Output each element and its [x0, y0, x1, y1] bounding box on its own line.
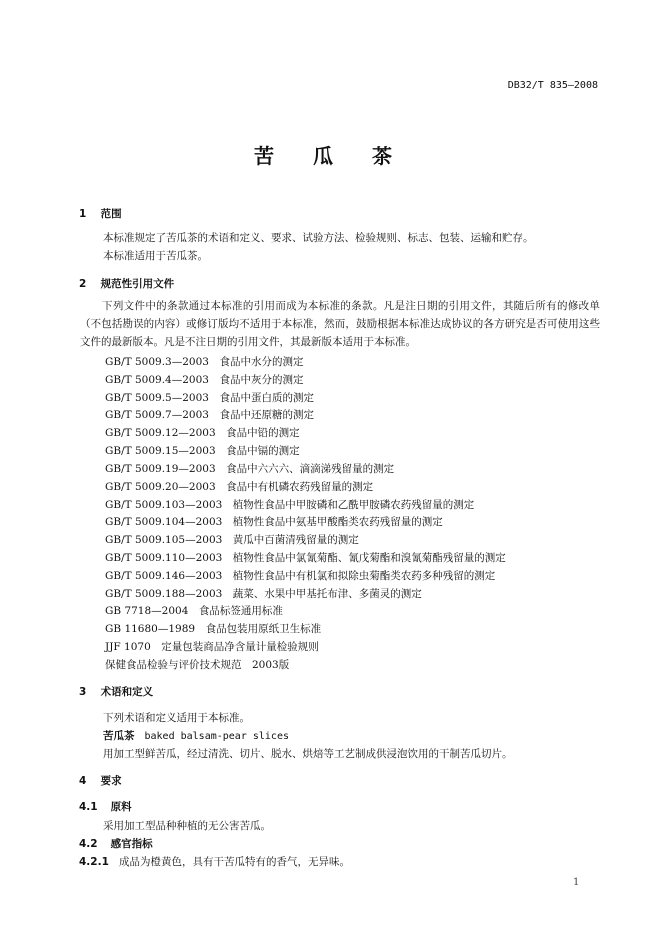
reference-item: GB/T 5009.4—2003 食品中灰分的测定 [105, 374, 304, 386]
reference-item: GB/T 5009.104—2003 植物性食品中氨基甲酸酯类农药残留量的测定 [105, 516, 443, 528]
reference-item: GB/T 5009.146—2003 植物性食品中有机氯和拟除虫菊酯类农药多种残留的测定 [105, 570, 496, 582]
term-entry [103, 728, 289, 743]
reference-item: 保健食品检验与评价技术规范 2003版 [105, 659, 290, 671]
section-number: 3 [79, 686, 87, 698]
reference-item: GB/T 5009.12—2003 食品中铅的测定 [105, 427, 300, 439]
terms-intro: 下列术语和定义适用于本标准。 [103, 712, 250, 724]
subsection-4-1-heading [79, 799, 132, 814]
section-title: 规范性引用文件 [100, 278, 175, 290]
reference-item: GB/T 5009.15—2003 食品中镉的测定 [105, 445, 300, 457]
standard-number: DB32/T 835—2008 [507, 80, 598, 91]
term-english: baked balsam-pear slices [144, 731, 289, 742]
section-title: 术语和定义 [100, 686, 154, 698]
clause-4-2-1 [79, 854, 350, 869]
reference-item: GB 11680—1989 食品包装用原纸卫生标准 [105, 623, 322, 635]
section-title: 范围 [100, 208, 122, 220]
section-2-heading [79, 276, 174, 291]
subsection-number: 4.1 [79, 801, 98, 813]
reference-item: GB/T 5009.7—2003 食品中还原糖的测定 [105, 409, 314, 421]
clause-number: 4.2.1 [79, 856, 109, 868]
section-number: 2 [79, 278, 87, 290]
section-1-heading [79, 206, 122, 221]
scope-paragraph-2: 本标准适用于苦瓜茶。 [103, 250, 208, 262]
page-number: 1 [573, 877, 580, 888]
section-4-heading [79, 773, 122, 788]
reference-item: GB/T 5009.3—2003 食品中水分的测定 [105, 356, 304, 368]
raw-material-text: 采用加工型品种种植的无公害苦瓜。 [103, 820, 271, 832]
reference-item: GB/T 5009.5—2003 食品中蛋白质的测定 [105, 392, 314, 404]
subsection-4-2-heading [79, 836, 153, 851]
term-chinese: 苦瓜茶 [103, 730, 135, 742]
reference-item: GB/T 5009.105—2003 黄瓜中百菌清残留量的测定 [105, 534, 359, 546]
subsection-number: 4.2 [79, 838, 98, 850]
reference-item: GB/T 5009.20—2003 食品中有机磷农药残留量的测定 [105, 481, 374, 493]
document-title: 苦 瓜 茶 [254, 144, 408, 168]
reference-item: GB/T 5009.19—2003 食品中六六六、滴滴涕残留量的测定 [105, 463, 395, 475]
section-number: 4 [79, 775, 87, 787]
reference-item: GB/T 5009.110—2003 植物性食品中氯氰菊酯、氰戊菊酯和溴氰菊酯残留量的测定 [105, 552, 506, 564]
reference-item: GB/T 5009.103—2003 植物性食品中甲胺磷和乙酰甲胺磷农药残留量的测定 [105, 499, 475, 511]
reference-item: GB/T 5009.188—2003 蔬菜、水果中甲基托布津、多菌灵的测定 [105, 588, 422, 600]
subsection-title: 原料 [110, 801, 132, 813]
scope-paragraph-1: 本标准规定了苦瓜茶的术语和定义、要求、试验方法、检验规则、标志、包装、运输和贮存。 [103, 232, 534, 244]
section-3-heading [79, 684, 153, 699]
normative-references-intro: 下列文件中的条款通过本标准的引用而成为本标准的条款。凡是注日期的引用文件，其随后所有的修改单（不包括勘误的内容）或修订版均不适用于本标准，然而，鼓励根据本标准达成协议的各方研究是否可使用这些文件的最新版本。凡是不注日期的引用文件，其最新版本适用于本标准。 [80, 300, 600, 348]
subsection-title: 感官指标 [110, 838, 153, 850]
reference-item: GB 7718—2004 食品标签通用标准 [105, 605, 283, 617]
section-number: 1 [79, 208, 87, 220]
term-definition: 用加工型鲜苦瓜，经过清洗、切片、脱水、烘焙等工艺制成供浸泡饮用的干制苦瓜切片。 [103, 748, 513, 760]
reference-item: JJF 1070 定量包装商品净含量计量检验规则 [105, 641, 319, 653]
section-title: 要求 [100, 775, 122, 787]
clause-text: 成品为橙黄色，具有干苦瓜特有的香气，无异味。 [119, 856, 350, 868]
